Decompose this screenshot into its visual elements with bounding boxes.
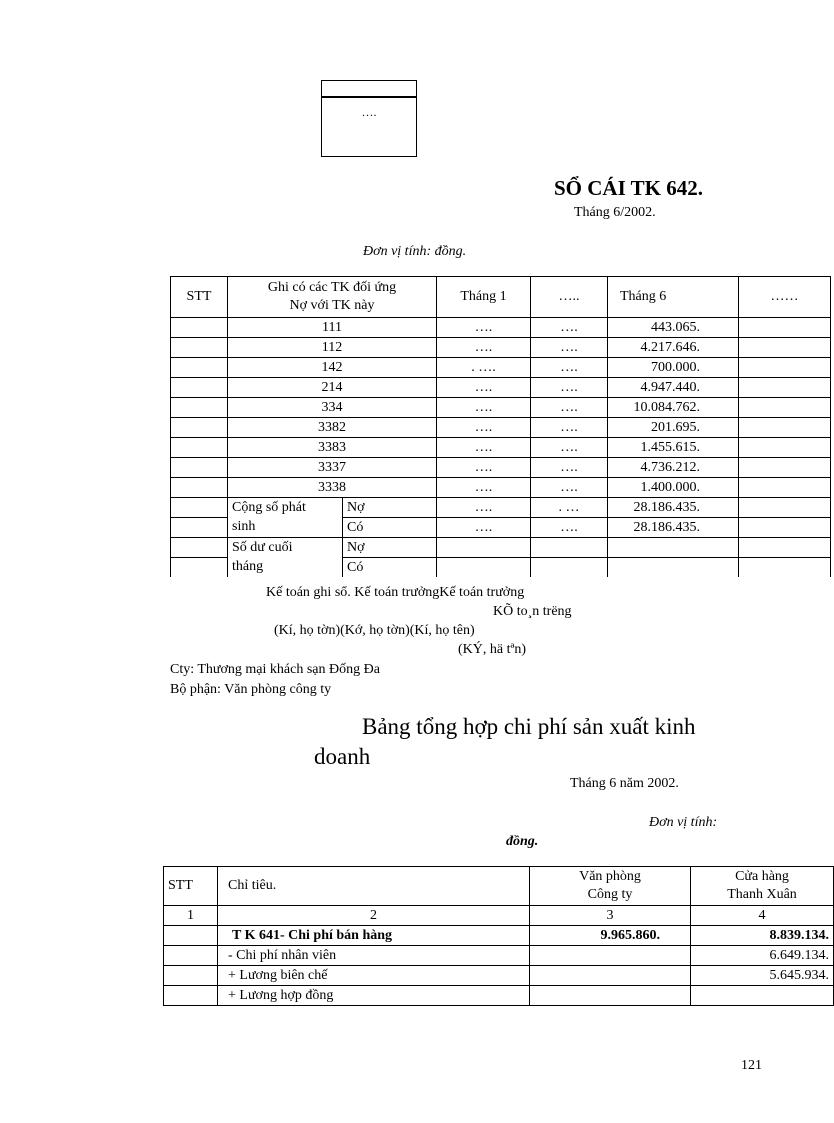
total-no-extra bbox=[739, 498, 831, 518]
summary-index-row bbox=[164, 906, 834, 926]
ledger-header-row bbox=[171, 277, 831, 318]
ledger-row-month6: 700.000. bbox=[608, 358, 739, 378]
summary-row-vp bbox=[530, 966, 691, 986]
ledger-row-account: 142 bbox=[228, 358, 437, 378]
header-dots1: ….. bbox=[531, 277, 608, 318]
ledger-row-dots: …. bbox=[531, 338, 608, 358]
balance-no-label: Nợ bbox=[343, 538, 437, 558]
total-no-m1: …. bbox=[437, 498, 531, 518]
summary-header-chitieu: Chỉ tiêu. bbox=[218, 867, 530, 906]
ledger-row-month6: 1.455.615. bbox=[608, 438, 739, 458]
ledger-row-extra bbox=[739, 398, 831, 418]
ledger-row-stt bbox=[171, 338, 228, 358]
ledger-row-month6: 4.947.440. bbox=[608, 378, 739, 398]
summary-title-line1: Bảng tổng hợp chi phí sản xuất kinh bbox=[362, 714, 696, 739]
total-stt bbox=[171, 498, 228, 518]
signature-line4: (KÝ, hä tªn) bbox=[458, 642, 527, 657]
summary-header-ch-line1: Cửa hàng bbox=[735, 869, 789, 884]
ledger-row bbox=[171, 418, 831, 438]
summary-unit-line1: Đơn vị tính: bbox=[649, 815, 718, 830]
ledger-row-month1: . …. bbox=[437, 358, 531, 378]
ledger-row-account: 3337 bbox=[228, 458, 437, 478]
summary-header-ch-line2: Thanh Xuân bbox=[727, 887, 797, 902]
summary-row-label: + Lương hợp đồng bbox=[218, 986, 530, 1006]
summary-index-2: 2 bbox=[218, 906, 530, 926]
ledger-unit: Đơn vị tính: đồng. bbox=[363, 244, 467, 259]
ledger-subtitle: Tháng 6/2002. bbox=[574, 205, 656, 220]
ledger-body bbox=[171, 318, 831, 578]
total-co-label: Có bbox=[343, 518, 437, 538]
ledger-row-month6: 443.065. bbox=[608, 318, 739, 338]
ledger-row bbox=[171, 398, 831, 418]
summary-row-ch bbox=[691, 986, 834, 1006]
summary-header-vp bbox=[530, 867, 691, 906]
ledger-row-stt bbox=[171, 378, 228, 398]
summary-row-label: T K 641- Chi phí bán hàng bbox=[218, 926, 530, 946]
ledger-row-account: 3383 bbox=[228, 438, 437, 458]
ledger-row bbox=[171, 338, 831, 358]
balance-no-m1 bbox=[437, 538, 531, 558]
ledger-row-account: 334 bbox=[228, 398, 437, 418]
ledger-row-stt bbox=[171, 398, 228, 418]
summary-row-ch: 8.839.134. bbox=[691, 926, 834, 946]
summary-header-vp-line1: Văn phòng bbox=[579, 869, 641, 884]
ledger-row-extra bbox=[739, 338, 831, 358]
ledger-row-stt bbox=[171, 358, 228, 378]
balance-label bbox=[228, 538, 343, 578]
summary-row bbox=[164, 946, 834, 966]
summary-row-label: - Chi phí nhân viên bbox=[218, 946, 530, 966]
ledger-row-extra bbox=[739, 418, 831, 438]
header-month6: Tháng 6 bbox=[608, 277, 739, 318]
summary-header-vp-line2: Công ty bbox=[587, 887, 633, 902]
summary-title-line2: doanh bbox=[314, 744, 371, 769]
ledger-row bbox=[171, 318, 831, 338]
header-stt: STT bbox=[171, 277, 228, 318]
department: Bộ phận: Văn phòng công ty bbox=[170, 682, 332, 697]
balance-co-stt bbox=[171, 558, 228, 578]
summary-row-vp: 9.965.860. bbox=[530, 926, 691, 946]
balance-co-m6 bbox=[608, 558, 739, 578]
header-account bbox=[228, 277, 437, 318]
summary-subtitle: Tháng 6 năm 2002. bbox=[570, 776, 679, 791]
ledger-total-no-row bbox=[171, 498, 831, 518]
summary-row-ch: 6.649.134. bbox=[691, 946, 834, 966]
ledger-row-extra bbox=[739, 438, 831, 458]
summary-body bbox=[164, 926, 834, 1006]
total-label bbox=[228, 498, 343, 538]
header-dots2: …… bbox=[739, 277, 831, 318]
ledger-row-extra bbox=[739, 478, 831, 498]
total-no-label: Nợ bbox=[343, 498, 437, 518]
total-co-dots: …. bbox=[531, 518, 608, 538]
ledger-row-month1: …. bbox=[437, 438, 531, 458]
summary-row bbox=[164, 926, 834, 946]
summary-row-stt bbox=[164, 946, 218, 966]
stamp-divider bbox=[322, 96, 416, 98]
ledger-row-month6: 10.084.762. bbox=[608, 398, 739, 418]
ledger-row-month1: …. bbox=[437, 378, 531, 398]
ledger-row-account: 3338 bbox=[228, 478, 437, 498]
signature-line3: (Kí, họ tờn)(Kớ, họ tờn)(Kí, họ tên) bbox=[274, 623, 475, 638]
ledger-row bbox=[171, 358, 831, 378]
ledger-row-month1: …. bbox=[437, 318, 531, 338]
ledger-title: SỔ CÁI TK 642. bbox=[554, 176, 703, 200]
summary-row-label: + Lương biên chế bbox=[218, 966, 530, 986]
summary-row-vp bbox=[530, 986, 691, 1006]
summary-row-vp bbox=[530, 946, 691, 966]
balance-no-dots bbox=[531, 538, 608, 558]
ledger-row-dots: …. bbox=[531, 358, 608, 378]
balance-co-dots bbox=[531, 558, 608, 578]
summary-row-ch: 5.645.934. bbox=[691, 966, 834, 986]
balance-co-extra bbox=[739, 558, 831, 578]
balance-co-label: Có bbox=[343, 558, 437, 578]
ledger-row-account: 214 bbox=[228, 378, 437, 398]
ledger-row-dots: …. bbox=[531, 398, 608, 418]
stamp-dots: …. bbox=[361, 105, 377, 119]
ledger-row-stt bbox=[171, 318, 228, 338]
ledger-row-stt bbox=[171, 418, 228, 438]
ledger-row-extra bbox=[739, 378, 831, 398]
balance-no-m6 bbox=[608, 538, 739, 558]
ledger-row-dots: …. bbox=[531, 378, 608, 398]
page-number: 121 bbox=[741, 1058, 762, 1073]
total-co-extra bbox=[739, 518, 831, 538]
ledger-row-account: 3382 bbox=[228, 418, 437, 438]
summary-row bbox=[164, 966, 834, 986]
ledger-row-account: 112 bbox=[228, 338, 437, 358]
summary-header-stt: STT bbox=[164, 867, 218, 906]
summary-row bbox=[164, 986, 834, 1006]
ledger-row-extra bbox=[739, 318, 831, 338]
balance-label-line1: Số dư cuối bbox=[232, 540, 293, 555]
summary-row-stt bbox=[164, 926, 218, 946]
ledger-row-month1: …. bbox=[437, 398, 531, 418]
total-co-stt bbox=[171, 518, 228, 538]
company-name: Cty: Thương mại khách sạn Đống Đa bbox=[170, 662, 380, 677]
total-no-dots: . … bbox=[531, 498, 608, 518]
header-month1: Tháng 1 bbox=[437, 277, 531, 318]
header-account-line1: Ghi có các TK đối ứng bbox=[267, 280, 397, 295]
ledger-row-extra bbox=[739, 358, 831, 378]
total-label-line2: sinh bbox=[232, 519, 256, 534]
ledger-row-month6: 4.217.646. bbox=[608, 338, 739, 358]
signature-line2: KÕ to¸n trëng bbox=[493, 604, 572, 619]
ledger-row-extra bbox=[739, 458, 831, 478]
ledger-row-month6: 1.400.000. bbox=[608, 478, 739, 498]
balance-no-extra bbox=[739, 538, 831, 558]
summary-index-4: 4 bbox=[691, 906, 834, 926]
header-account-line2: Nợ với TK này bbox=[289, 298, 375, 313]
ledger-row bbox=[171, 458, 831, 478]
ledger-row-account: 111 bbox=[228, 318, 437, 338]
summary-row-stt bbox=[164, 986, 218, 1006]
balance-stt bbox=[171, 538, 228, 558]
balance-co-m1 bbox=[437, 558, 531, 578]
ledger-row-month1: …. bbox=[437, 418, 531, 438]
total-co-m1: …. bbox=[437, 518, 531, 538]
ledger-row-month6: 4.736.212. bbox=[608, 458, 739, 478]
ledger-row bbox=[171, 378, 831, 398]
summary-header-row bbox=[164, 867, 834, 906]
ledger-row-stt bbox=[171, 458, 228, 478]
summary-unit-line2: đồng. bbox=[506, 834, 539, 849]
signature-line1: Kế toán ghi sổ. Kế toán trưởngKế toán trưởng bbox=[266, 585, 525, 600]
summary-table bbox=[163, 866, 834, 1006]
total-no-m6: 28.186.435. bbox=[608, 498, 739, 518]
ledger-row-month1: …. bbox=[437, 338, 531, 358]
ledger-balance-no-row bbox=[171, 538, 831, 558]
ledger-row-dots: …. bbox=[531, 478, 608, 498]
ledger-row bbox=[171, 438, 831, 458]
ledger-row-dots: …. bbox=[531, 418, 608, 438]
ledger-row bbox=[171, 478, 831, 498]
stamp-box bbox=[321, 80, 417, 157]
balance-label-line2: tháng bbox=[232, 559, 264, 574]
summary-row-stt bbox=[164, 966, 218, 986]
total-label-line1: Cộng số phát bbox=[232, 500, 306, 515]
ledger-row-dots: …. bbox=[531, 458, 608, 478]
ledger-row-month6: 201.695. bbox=[608, 418, 739, 438]
summary-index-3: 3 bbox=[530, 906, 691, 926]
total-co-m6: 28.186.435. bbox=[608, 518, 739, 538]
ledger-row-stt bbox=[171, 438, 228, 458]
summary-header-ch bbox=[691, 867, 834, 906]
ledger-table bbox=[170, 276, 831, 577]
summary-index-1: 1 bbox=[164, 906, 218, 926]
ledger-row-dots: …. bbox=[531, 318, 608, 338]
ledger-row-month1: …. bbox=[437, 478, 531, 498]
ledger-row-stt bbox=[171, 478, 228, 498]
ledger-row-dots: …. bbox=[531, 438, 608, 458]
ledger-row-month1: …. bbox=[437, 458, 531, 478]
